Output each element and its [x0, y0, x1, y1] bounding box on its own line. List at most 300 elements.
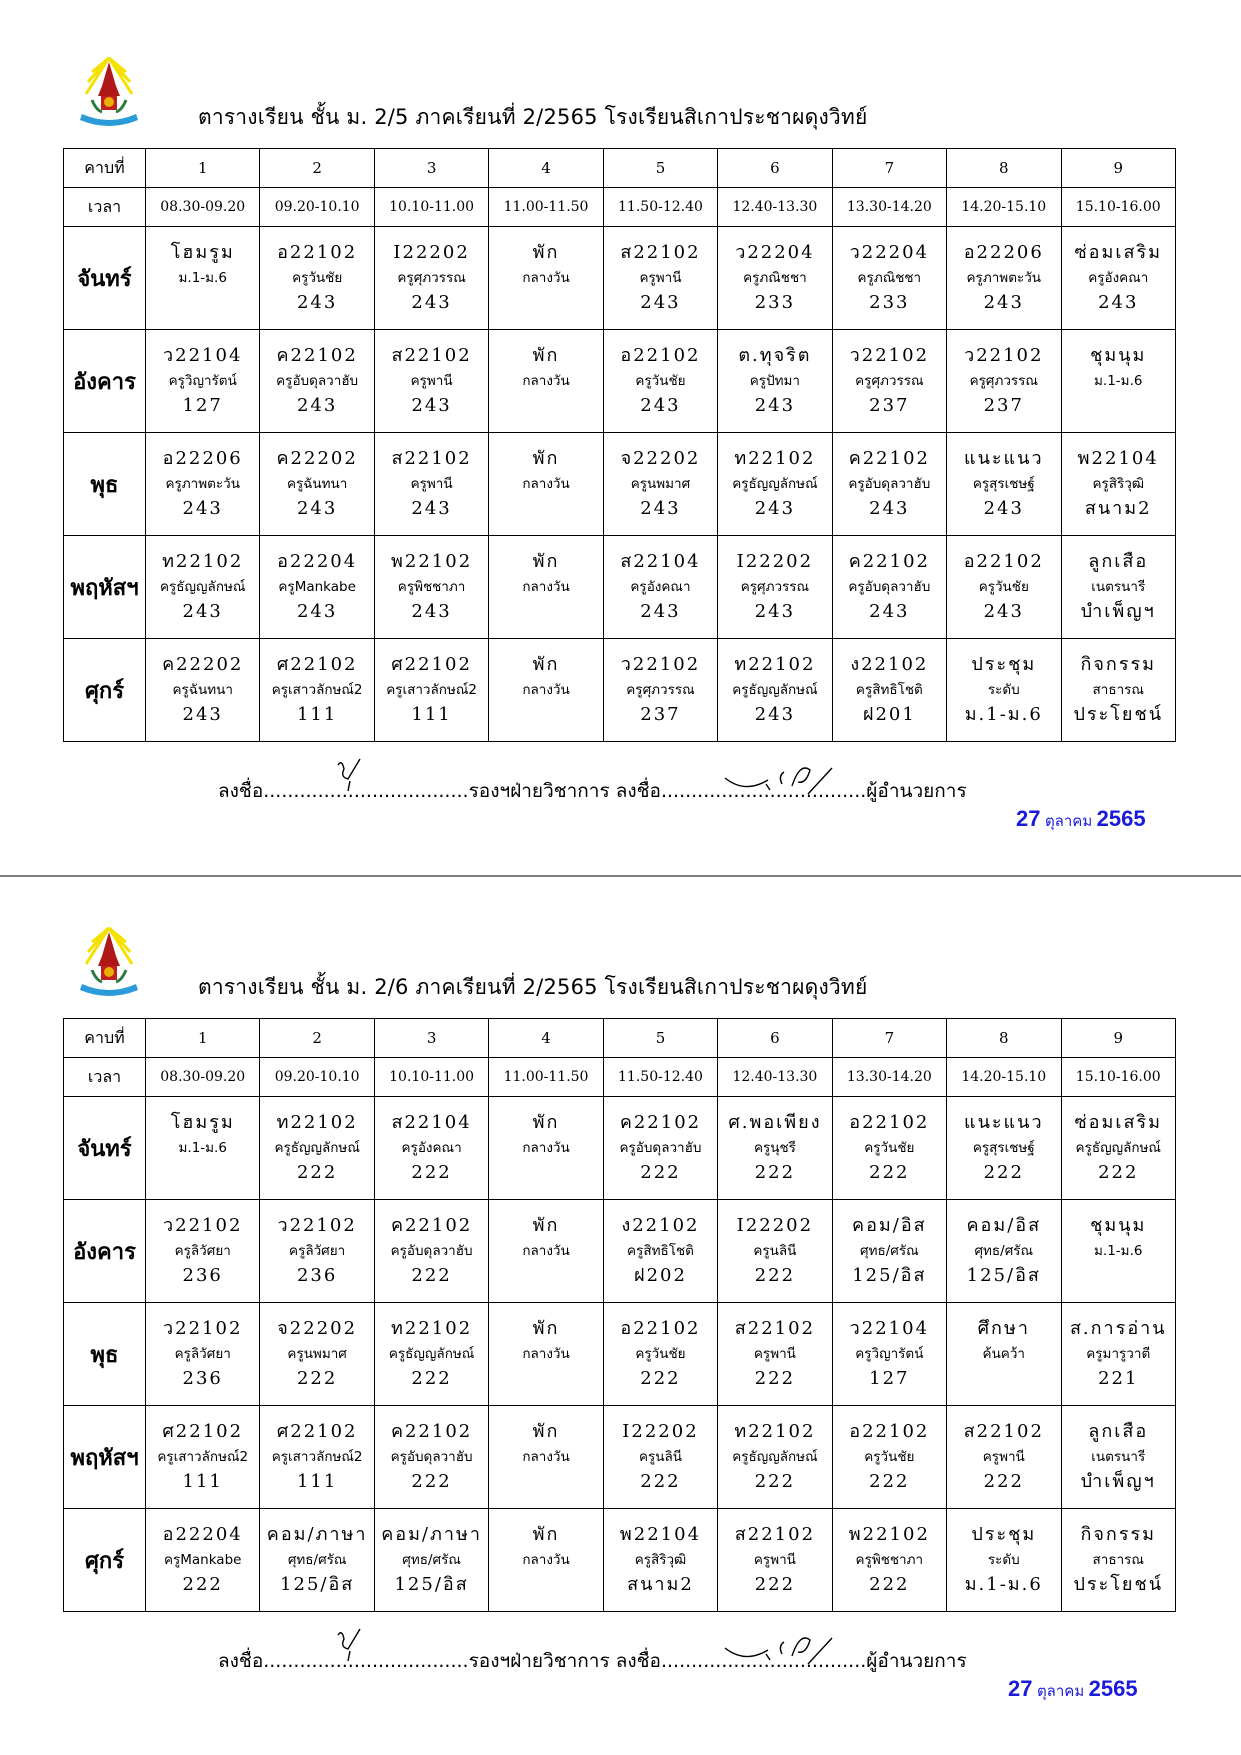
subject-code: ว22102: [277, 1215, 357, 1236]
class-cell: [374, 330, 488, 433]
subject-code: ท22102: [734, 448, 816, 469]
teacher-name: ครูอังคณา: [401, 1140, 462, 1156]
subject-code: อ22102: [277, 242, 358, 263]
room-number: 125/อิส: [966, 1265, 1041, 1286]
class-cell: [832, 227, 946, 330]
subject-code: ชุมนุม: [1090, 345, 1147, 366]
class-cell: [146, 536, 260, 639]
subject-code: ว22204: [735, 242, 815, 263]
class-cell: [374, 1097, 488, 1200]
room-number: 243: [296, 601, 338, 622]
class-cell: [603, 1509, 717, 1612]
room-number: 111: [182, 1471, 223, 1492]
time-slot: 11.00-11.50: [489, 1058, 603, 1097]
teacher-name: ครูวันชัย: [978, 579, 1029, 595]
time-slot: 10.10-11.00: [374, 188, 488, 227]
class-cell: [489, 1303, 603, 1406]
room-number: [489, 1469, 602, 1495]
teacher-name: ครูธัญญลักษณ์: [388, 1346, 475, 1362]
class-cell: [947, 433, 1061, 536]
class-cell: [489, 1509, 603, 1612]
time-slot: 15.10-16.00: [1061, 1058, 1176, 1097]
room-number: สนาม2: [627, 1574, 694, 1595]
subject-code: พัก: [532, 551, 560, 572]
teacher-name: ครูสิทธิโชติ: [627, 1243, 694, 1259]
room-number: 236: [182, 1265, 223, 1286]
document-date: [1016, 806, 1146, 833]
subject-code: ค22202: [162, 654, 244, 675]
class-cell: [947, 639, 1061, 742]
teacher-name: ครูพิชชาภา: [397, 579, 466, 595]
teacher-name: ครูลิวัศยา: [174, 1243, 231, 1259]
period-number: 9: [1061, 149, 1176, 188]
teacher-name: กลางวัน: [522, 682, 570, 698]
class-cell: [718, 330, 832, 433]
room-number: [489, 702, 602, 728]
subject-code: ง22102: [621, 1215, 700, 1236]
room-number: 243: [182, 704, 223, 725]
class-cell: [489, 330, 603, 433]
teacher-name: ครูภาพตะวัน: [165, 476, 240, 492]
room-number: [489, 1366, 602, 1392]
room-number: 243: [640, 498, 681, 519]
teacher-name: เนตรนารี: [1091, 1449, 1146, 1465]
class-cell: [718, 1303, 832, 1406]
teacher-name: ครูอับดุลวาฮับ: [848, 476, 931, 492]
class-cell: [260, 1509, 374, 1612]
subject-code: I22202: [736, 1215, 814, 1236]
period-number: 4: [489, 149, 603, 188]
time-slot: 08.30-09.20: [146, 1058, 260, 1097]
time-row: [64, 188, 1176, 227]
room-number: 233: [869, 292, 910, 313]
teacher-name: ระดับ: [987, 682, 1020, 698]
teacher-name: ครูเสาวลักษณ์2: [157, 1449, 249, 1465]
signature-line: ลงชื่อ..................................รองฯฝ่ายวิชาการ ลงชื่อ..................................ผู้อำนวยการ: [218, 1650, 967, 1672]
teacher-name: เนตรนารี: [1091, 579, 1146, 595]
class-cell: [146, 639, 260, 742]
class-cell: [1061, 1200, 1176, 1303]
subject-code: ซ่อมเสริม: [1074, 242, 1163, 263]
time-slot: 13.30-14.20: [832, 188, 946, 227]
room-number: 243: [182, 498, 223, 519]
teacher-name: ครูศุภวรรณ: [855, 373, 924, 389]
timetable-title: ตารางเรียน ชั้น ม. 2/5 ภาคเรียนที่ 2/2565 โรงเรียนสิเกาประชาผดุงวิทย์: [198, 105, 868, 129]
subject-code: ค22102: [276, 345, 358, 366]
time-row: [64, 1058, 1176, 1097]
class-cell: [603, 1200, 717, 1303]
teacher-name: ครูฉันทนา: [286, 476, 348, 492]
teacher-name: สาธารณ: [1092, 682, 1144, 698]
class-cell: [603, 1097, 717, 1200]
teacher-name: ครูอังคณา: [1088, 270, 1149, 286]
class-cell: [260, 536, 374, 639]
teacher-name: ครูธัญญลักษณ์: [1075, 1140, 1161, 1156]
teacher-name: ครูธัญญลักษณ์: [160, 579, 246, 595]
subject-code: อ22102: [620, 345, 701, 366]
subject-code: ท22102: [734, 1421, 816, 1442]
teacher-name: กลางวัน: [522, 1552, 570, 1568]
room-number: 222: [754, 1265, 796, 1286]
subject-code: I22202: [622, 1421, 699, 1442]
period-number: 6: [718, 149, 832, 188]
teacher-name: ครูพานี: [753, 1552, 796, 1568]
room-number: ม.1-ม.6: [964, 1574, 1043, 1595]
teacher-name: ครูศุภวรรณ: [397, 270, 466, 286]
class-cell: [489, 639, 603, 742]
subject-code: ส22102: [391, 345, 472, 366]
class-cell: [1061, 536, 1176, 639]
subject-code: คอม/อิส: [966, 1215, 1042, 1236]
room-number: [489, 393, 602, 419]
class-cell: [603, 1406, 717, 1509]
teacher-name: ม.1-ม.6: [1094, 373, 1143, 389]
teacher-name: ครูพานี: [982, 1449, 1025, 1465]
subject-code: ท22102: [734, 654, 816, 675]
subject-code: ท22102: [162, 551, 244, 572]
subject-code: ว22204: [849, 242, 930, 263]
teacher-name: ศุทธ/ศรัณ: [402, 1552, 461, 1568]
teacher-name: ครูนพมาศ: [287, 1346, 347, 1362]
date-day: 27: [1008, 1676, 1033, 1701]
class-cell: [1061, 1509, 1176, 1612]
class-cell: [1061, 227, 1176, 330]
room-number: [489, 1160, 602, 1186]
subject-code: ค22202: [276, 448, 358, 469]
subject-code: พัก: [532, 1318, 560, 1339]
class-cell: [832, 1303, 946, 1406]
room-number: ประโยชน์: [1073, 704, 1163, 725]
room-number: 236: [182, 1368, 223, 1389]
subject-code: คอม/ภาษา: [381, 1524, 482, 1545]
time-slot: 14.20-15.10: [947, 188, 1061, 227]
subject-code: พ22102: [391, 551, 473, 572]
subject-code: ท22102: [276, 1112, 358, 1133]
subject-code: แนะแนว: [963, 1112, 1044, 1133]
signature-director-icon: [720, 1630, 850, 1670]
class-cell: [146, 433, 260, 536]
room-number: 243: [640, 292, 681, 313]
time-slot: 09.20-10.10: [260, 1058, 374, 1097]
class-cell: [832, 330, 946, 433]
room-number: 243: [869, 498, 910, 519]
class-cell: [374, 536, 488, 639]
teacher-name: ศุทธ/ศรัณ: [974, 1243, 1034, 1259]
room-number: 125/อิส: [280, 1574, 355, 1595]
class-cell: [832, 1406, 946, 1509]
room-number: 222: [983, 1162, 1024, 1183]
teacher-name: ครูวิญารัตน์: [855, 1346, 924, 1362]
date-year: 2565: [1088, 1676, 1138, 1701]
teacher-name: ค้นคว้า: [982, 1346, 1025, 1362]
period-number: 7: [832, 149, 946, 188]
day-row: [64, 1303, 1176, 1406]
class-cell: [1061, 1406, 1176, 1509]
class-cell: [146, 1509, 260, 1612]
class-cell: [603, 639, 717, 742]
class-cell: [489, 1200, 603, 1303]
timetable-grid: [63, 148, 1176, 742]
room-number: 222: [869, 1574, 910, 1595]
class-cell: [947, 1406, 1061, 1509]
subject-code: ศ22102: [276, 654, 358, 675]
subject-code: อ22102: [963, 551, 1044, 572]
teacher-name: ครูธัญญลักษณ์: [732, 1449, 818, 1465]
day-name: พฤหัสฯ: [64, 1406, 146, 1509]
room-number: 237: [869, 395, 910, 416]
class-cell: [489, 1097, 603, 1200]
teacher-name: ครูมารูวาตี: [1086, 1346, 1151, 1362]
room-number: 127: [182, 395, 223, 416]
time-slot: 13.30-14.20: [832, 1058, 946, 1097]
teacher-name: ครูอับดุลวาฮับ: [390, 1449, 473, 1465]
teacher-name: กลางวัน: [522, 579, 570, 595]
teacher-name: ครูนุชรี: [753, 1140, 796, 1156]
class-cell: [260, 1200, 374, 1303]
class-cell: [1061, 1303, 1176, 1406]
subject-code: พัก: [532, 1524, 560, 1545]
teacher-name: ครูวันชัย: [864, 1449, 915, 1465]
subject-code: ส22102: [734, 1524, 816, 1545]
teacher-name: ครูลิวัศยา: [289, 1243, 346, 1259]
school-logo-icon: [78, 922, 140, 998]
day-name: ศุกร์: [64, 639, 146, 742]
room-number: 243: [296, 292, 338, 313]
teacher-name: ครูอับดุลวาฮับ: [619, 1140, 702, 1156]
time-slot: 08.30-09.20: [146, 188, 260, 227]
class-cell: [374, 227, 488, 330]
room-number: 243: [754, 601, 796, 622]
subject-code: อ22204: [277, 551, 358, 572]
room-number: [489, 496, 602, 522]
class-cell: [374, 1406, 488, 1509]
teacher-name: ครูสิทธิโชติ: [855, 682, 923, 698]
subject-code: อ22102: [620, 1318, 701, 1339]
subject-code: I22202: [393, 242, 470, 263]
class-cell: [260, 433, 374, 536]
class-cell: [146, 227, 260, 330]
teacher-name: ครูศุภวรรณ: [626, 682, 695, 698]
period-number: 3: [374, 149, 488, 188]
class-cell: [603, 433, 717, 536]
subject-code: ส.การอ่าน: [1069, 1318, 1167, 1339]
class-cell: [718, 536, 832, 639]
class-cell: [374, 433, 488, 536]
day-name: พุธ: [64, 433, 146, 536]
room-number: 237: [983, 395, 1024, 416]
room-number: ม.1-ม.6: [964, 704, 1043, 725]
teacher-name: ครูพานี: [753, 1346, 796, 1362]
time-slot: 12.40-13.30: [718, 188, 832, 227]
teacher-name: ม.1-ม.6: [178, 1140, 227, 1156]
class-cell: [260, 1303, 374, 1406]
room-number: [489, 290, 602, 316]
teacher-name: ศุทธ/ศรัณ: [287, 1552, 347, 1568]
class-cell: [603, 227, 717, 330]
subject-code: ศึกษา: [977, 1318, 1030, 1339]
subject-code: แนะแนว: [963, 448, 1044, 469]
subject-code: พ22104: [1077, 448, 1159, 469]
subject-code: ลูกเสือ: [1088, 551, 1149, 572]
page-separator: [0, 875, 1241, 877]
day-name: จันทร์: [64, 227, 146, 330]
subject-code: ว22104: [849, 1318, 930, 1339]
class-cell: [718, 639, 832, 742]
teacher-name: ครูธัญญลักษณ์: [732, 476, 818, 492]
teacher-name: ครูภณิชชา: [857, 270, 922, 286]
subject-code: ค22102: [848, 551, 930, 572]
class-cell: [603, 536, 717, 639]
subject-code: พัก: [532, 345, 560, 366]
class-cell: [832, 1509, 946, 1612]
teacher-name: ครูMankabe: [278, 579, 356, 595]
room-number: 222: [411, 1368, 452, 1389]
class-cell: [1061, 1097, 1176, 1200]
class-cell: [603, 330, 717, 433]
class-cell: [489, 227, 603, 330]
class-cell: [718, 433, 832, 536]
subject-code: ชุมนุม: [1090, 1215, 1147, 1236]
teacher-name: ครูวันชัย: [292, 270, 343, 286]
subject-code: อ22204: [162, 1524, 243, 1545]
subject-code: ซ่อมเสริม: [1074, 1112, 1163, 1133]
teacher-name: ครูสุรเชษฐ์: [972, 1140, 1035, 1156]
period-number: 2: [260, 149, 374, 188]
room-number: 222: [640, 1471, 681, 1492]
subject-code: อ22206: [162, 448, 243, 469]
class-cell: [1061, 330, 1176, 433]
day-row: [64, 1200, 1176, 1303]
subject-code: ส22102: [734, 1318, 816, 1339]
class-cell: [489, 536, 603, 639]
subject-code: ศ22102: [391, 654, 472, 675]
period-number: 9: [1061, 1019, 1176, 1058]
subject-code: ต.ทุจริต: [738, 345, 812, 366]
room-number: [489, 599, 602, 625]
teacher-name: กลางวัน: [522, 1243, 570, 1259]
room-number: 222: [983, 1471, 1024, 1492]
room-number: 243: [640, 395, 681, 416]
subject-code: ศ.พอเพียง: [728, 1112, 822, 1133]
timetable-title: ตารางเรียน ชั้น ม. 2/6 ภาคเรียนที่ 2/2565 โรงเรียนสิเกาประชาผดุงวิทย์: [198, 975, 868, 999]
room-number: [489, 1572, 602, 1598]
room-number: 222: [411, 1471, 452, 1492]
class-cell: [947, 227, 1061, 330]
day-name: ศุกร์: [64, 1509, 146, 1612]
subject-code: ว22104: [163, 345, 243, 366]
room-number: [489, 1263, 602, 1289]
teacher-name: ครูเสาวลักษณ์2: [386, 682, 477, 698]
period-number: 1: [146, 1019, 260, 1058]
time-slot: 15.10-16.00: [1061, 188, 1176, 227]
class-cell: [603, 1303, 717, 1406]
day-name: อังคาร: [64, 330, 146, 433]
teacher-name: ครูพานี: [639, 270, 682, 286]
room-number: 243: [411, 601, 452, 622]
class-cell: [947, 1200, 1061, 1303]
teacher-name: กลางวัน: [522, 1449, 570, 1465]
teacher-name: กลางวัน: [522, 1346, 570, 1362]
room-number: 125/อิส: [394, 1574, 469, 1595]
teacher-name: ครูนลินี: [638, 1449, 682, 1465]
teacher-name: ครูอับดุลวาฮับ: [276, 373, 359, 389]
teacher-name: ครูธัญญลักษณ์: [274, 1140, 360, 1156]
teacher-name: ครูศุภวรรณ: [740, 579, 810, 595]
teacher-name: ครูลิวัศยา: [174, 1346, 231, 1362]
day-name: พุธ: [64, 1303, 146, 1406]
room-number: 222: [640, 1368, 681, 1389]
class-cell: [718, 1200, 832, 1303]
room-number: 243: [411, 292, 452, 313]
room-number: 125/อิส: [852, 1265, 927, 1286]
teacher-name: ครูฉันทนา: [172, 682, 233, 698]
period-number: 4: [489, 1019, 603, 1058]
room-number: 222: [754, 1471, 796, 1492]
date-year: 2565: [1096, 806, 1146, 831]
subject-code: พัก: [532, 1421, 560, 1442]
class-cell: [1061, 639, 1176, 742]
time-slot: 11.00-11.50: [489, 188, 603, 227]
time-slot: 12.40-13.30: [718, 1058, 832, 1097]
teacher-name: ครูพานี: [410, 373, 453, 389]
subject-code: I22202: [736, 551, 814, 572]
class-cell: [947, 1303, 1061, 1406]
teacher-name: ครูนพมาศ: [630, 476, 691, 492]
teacher-name: ม.1-ม.6: [1094, 1243, 1143, 1259]
room-number: [146, 290, 259, 316]
class-cell: [374, 1509, 488, 1612]
day-name: จันทร์: [64, 1097, 146, 1200]
teacher-name: ครูMankabe: [163, 1552, 242, 1568]
teacher-name: ครูเสาวลักษณ์2: [271, 682, 363, 698]
document-date: [1008, 1676, 1138, 1703]
room-number: [1062, 1263, 1176, 1289]
teacher-name: ครูพิชชาภา: [855, 1552, 924, 1568]
day-row: [64, 330, 1176, 433]
room-number: ฝ202: [634, 1265, 687, 1286]
room-number: 243: [983, 601, 1024, 622]
subject-code: ส22102: [963, 1421, 1044, 1442]
teacher-name: ครูวิญารัตน์: [168, 373, 237, 389]
time-slot: 09.20-10.10: [260, 188, 374, 227]
period-number: 7: [832, 1019, 946, 1058]
teacher-name: กลางวัน: [522, 270, 570, 286]
room-number: 127: [869, 1368, 910, 1389]
teacher-name: ระดับ: [987, 1552, 1020, 1568]
class-cell: [947, 536, 1061, 639]
class-cell: [718, 1406, 832, 1509]
signature-deputy-icon: [330, 755, 370, 795]
subject-code: พ22104: [619, 1524, 702, 1545]
class-cell: [718, 1097, 832, 1200]
subject-code: จ22202: [277, 1318, 358, 1339]
period-header-row: [64, 1019, 1176, 1058]
room-number: 243: [754, 395, 796, 416]
room-number: 222: [182, 1574, 223, 1595]
room-number: 233: [754, 292, 796, 313]
subject-code: ประชุม: [971, 1524, 1037, 1545]
subject-code: ว22102: [849, 345, 930, 366]
time-label: เวลา: [64, 1058, 146, 1097]
period-number: 3: [374, 1019, 488, 1058]
period-number: 1: [146, 149, 260, 188]
subject-code: กิจกรรม: [1080, 1524, 1157, 1545]
room-number: 243: [411, 498, 452, 519]
class-cell: [374, 1200, 488, 1303]
teacher-name: สาธารณ: [1092, 1552, 1144, 1568]
room-number: 222: [640, 1162, 681, 1183]
teacher-name: ครูวันชัย: [864, 1140, 915, 1156]
